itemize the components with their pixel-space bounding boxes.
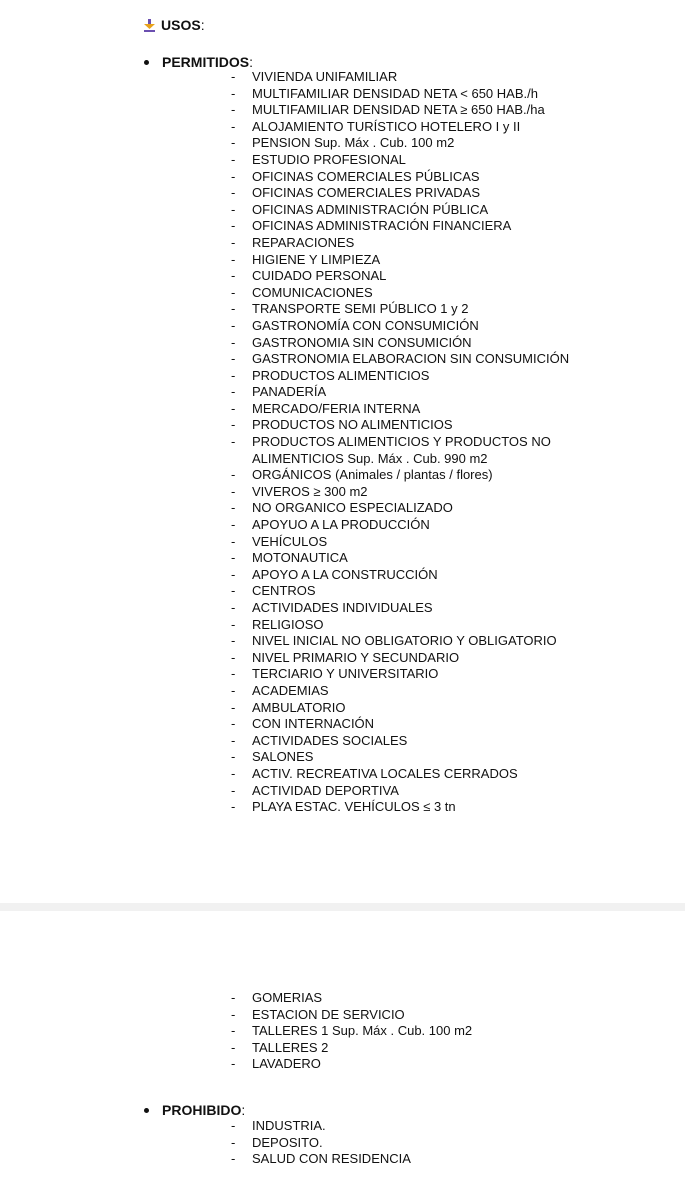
dash-bullet-icon: - <box>231 682 236 698</box>
permitidos-list-page2 <box>231 990 671 1073</box>
dash-bullet-icon: - <box>231 990 236 1005</box>
dash-bullet-icon: - <box>231 649 236 665</box>
prohibido-colon: : <box>241 1102 246 1118</box>
dash-bullet-icon: - <box>231 268 236 284</box>
list-item <box>231 484 671 501</box>
list-item <box>231 1135 671 1152</box>
list-item <box>231 749 671 766</box>
list-item-text: VIVIENDA UNIFAMILIAR <box>252 69 398 84</box>
dash-bullet-icon: - <box>231 765 236 781</box>
list-item <box>231 600 671 617</box>
list-item-text: MOTONAUTICA <box>252 550 348 566</box>
list-item-text: SALONES <box>252 749 314 765</box>
list-item <box>231 86 671 103</box>
list-item <box>231 700 671 717</box>
list-item <box>231 550 671 567</box>
list-item-text: ACTIVIDADES SOCIALES <box>252 732 408 748</box>
list-item <box>231 152 671 169</box>
prohibido-title <box>144 1101 245 1119</box>
list-item <box>231 102 671 119</box>
dash-bullet-icon: - <box>231 1056 236 1072</box>
dash-bullet-icon: - <box>231 533 236 549</box>
list-item <box>231 517 671 534</box>
dash-bullet-icon: - <box>231 434 236 450</box>
dash-bullet-icon: - <box>231 334 236 350</box>
list-item <box>231 733 671 750</box>
list-item-text: OFICINAS COMERCIALES PÚBLICAS <box>252 168 480 184</box>
dash-bullet-icon: - <box>231 168 236 184</box>
dash-bullet-icon: - <box>231 301 236 317</box>
list-item-text: MERCADO/FERIA INTERNA <box>252 400 421 416</box>
list-item <box>231 1040 671 1057</box>
dash-bullet-icon: - <box>231 151 236 167</box>
list-item <box>231 417 671 434</box>
dash-bullet-icon: - <box>231 201 236 217</box>
list-item <box>231 318 671 335</box>
list-item-text: AMBULATORIO <box>252 699 346 715</box>
dash-bullet-icon: - <box>231 284 236 300</box>
dash-bullet-icon: - <box>231 483 236 499</box>
dash-bullet-icon: - <box>231 185 236 201</box>
list-item <box>231 252 671 269</box>
dash-bullet-icon: - <box>231 616 236 632</box>
dash-bullet-icon: - <box>231 251 236 267</box>
dash-bullet-icon: - <box>231 384 236 400</box>
list-item-text: COMUNICACIONES <box>252 284 373 300</box>
list-item <box>231 617 671 634</box>
list-item-text: ESTACION DE SERVICIO <box>252 1006 405 1022</box>
dash-bullet-icon: - <box>231 550 236 566</box>
list-item <box>231 185 671 202</box>
list-item <box>231 534 671 551</box>
usos-label: USOS <box>161 17 201 33</box>
list-item <box>231 169 671 186</box>
list-item <box>231 401 671 418</box>
list-item-text: PLAYA ESTAC. VEHÍCULOS ≤ 3 tn <box>252 799 456 815</box>
dash-bullet-icon: - <box>231 517 236 533</box>
dash-bullet-icon: - <box>231 1151 236 1167</box>
list-item <box>231 633 671 650</box>
list-item <box>231 666 671 683</box>
list-item <box>231 683 671 700</box>
dash-bullet-icon: - <box>231 135 236 151</box>
document-page-2 <box>0 911 685 1200</box>
list-item <box>231 434 671 467</box>
list-item-text: OFICINAS COMERCIALES PRIVADAS <box>252 185 481 201</box>
list-item-text: VIVEROS ≥ 300 m2 <box>252 483 368 499</box>
list-item-text: TALLERES 2 <box>252 1039 329 1055</box>
list-item-text: PENSION Sup. Máx . Cub. 100 m2 <box>252 135 455 151</box>
permitidos-colon: : <box>249 54 254 70</box>
dash-bullet-icon: - <box>231 633 236 649</box>
dash-bullet-icon: - <box>231 566 236 582</box>
list-item <box>231 235 671 252</box>
usos-heading <box>143 16 205 34</box>
list-item-text: VEHÍCULOS <box>252 533 328 549</box>
list-item <box>231 567 671 584</box>
permitidos-label: PERMITIDOS <box>162 54 250 70</box>
list-item <box>231 583 671 600</box>
list-item-text: PRODUCTOS ALIMENTICIOS <box>252 367 430 383</box>
list-item <box>231 766 671 783</box>
list-item <box>231 1151 671 1168</box>
list-item-text: NO ORGANICO ESPECIALIZADO <box>252 500 453 516</box>
prohibido-list <box>231 1118 671 1168</box>
dash-bullet-icon: - <box>231 799 236 815</box>
list-item-text: CON INTERNACIÓN <box>252 716 375 732</box>
dash-bullet-icon: - <box>231 367 236 383</box>
dash-bullet-icon: - <box>231 1023 236 1039</box>
dash-bullet-icon: - <box>231 85 236 101</box>
dash-bullet-icon: - <box>231 417 236 433</box>
list-item-text: REPARACIONES <box>252 234 355 250</box>
dash-bullet-icon: - <box>231 716 236 732</box>
dash-bullet-icon: - <box>231 118 236 134</box>
list-item <box>231 799 671 816</box>
list-item-text: INDUSTRIA. <box>252 1118 326 1133</box>
list-item <box>231 285 671 302</box>
list-item-text: SALUD CON RESIDENCIA <box>252 1151 411 1167</box>
permitidos-list-page1 <box>231 69 671 816</box>
list-item-text: ESTUDIO PROFESIONAL <box>252 151 406 167</box>
list-item-text: MULTIFAMILIAR DENSIDAD NETA ≥ 650 HAB./ha <box>252 102 545 118</box>
dash-bullet-icon: - <box>231 467 236 483</box>
list-item-text: PRODUCTOS NO ALIMENTICIOS <box>252 417 453 433</box>
list-item <box>231 783 671 800</box>
list-item <box>231 301 671 318</box>
bullet-icon <box>144 1108 149 1113</box>
list-item-text: DEPOSITO. <box>252 1134 323 1150</box>
list-item-text: ACTIVIDAD DEPORTIVA <box>252 782 399 798</box>
list-item <box>231 467 671 484</box>
list-item <box>231 218 671 235</box>
list-item-text: MULTIFAMILIAR DENSIDAD NETA < 650 HAB./h <box>252 85 538 101</box>
list-item-text: TALLERES 1 Sup. Máx . Cub. 100 m2 <box>252 1023 473 1039</box>
dash-bullet-icon: - <box>231 749 236 765</box>
list-item-text: CUIDADO PERSONAL <box>252 268 387 284</box>
list-item-text: CENTROS <box>252 583 316 599</box>
list-item <box>231 500 671 517</box>
list-item-text: ACADEMIAS <box>252 682 329 698</box>
list-item <box>231 384 671 401</box>
bullet-icon <box>144 60 149 65</box>
list-item <box>231 351 671 368</box>
list-item-text: NIVEL INICIAL NO OBLIGATORIO Y OBLIGATORIO <box>252 633 557 649</box>
list-item-text: APOYO A LA CONSTRUCCIÓN <box>252 566 438 582</box>
prohibido-label: PROHIBIDO <box>162 1102 242 1118</box>
list-item <box>231 650 671 667</box>
list-item-text: GASTRONOMÍA CON CONSUMICIÓN <box>252 317 479 333</box>
dash-bullet-icon: - <box>231 218 236 234</box>
list-item-text: GASTRONOMIA SIN CONSUMICIÓN <box>252 334 472 350</box>
list-item-text: ACTIV. RECREATIVA LOCALES CERRADOS <box>252 765 518 781</box>
dash-bullet-icon: - <box>231 600 236 615</box>
dash-bullet-icon: - <box>231 782 236 798</box>
list-item-text: TRANSPORTE SEMI PÚBLICO 1 y 2 <box>252 301 469 317</box>
list-item <box>231 335 671 352</box>
list-item-text: ORGÁNICOS (Animales / plantas / flores) <box>252 467 493 483</box>
list-item <box>231 990 671 1007</box>
dash-bullet-icon: - <box>231 583 236 599</box>
dash-bullet-icon: - <box>231 351 236 367</box>
list-item <box>231 69 671 86</box>
list-item-text: HIGIENE Y LIMPIEZA <box>252 251 381 267</box>
list-item-text: LAVADERO <box>252 1056 321 1072</box>
list-item <box>231 1056 671 1073</box>
list-item-text: PRODUCTOS ALIMENTICIOS Y PRODUCTOS NO <box>252 434 551 450</box>
dash-bullet-icon: - <box>231 102 236 118</box>
list-item-text: APOYUO A LA PRODUCCIÓN <box>252 517 430 533</box>
dash-bullet-icon: - <box>231 1039 236 1055</box>
list-item-text: NIVEL PRIMARIO Y SECUNDARIO <box>252 649 460 665</box>
arrow-down-icon <box>143 19 156 32</box>
list-item-text: ALIMENTICIOS Sup. Máx . Cub. 990 m2 <box>252 450 488 466</box>
list-item-text: RELIGIOSO <box>252 616 324 632</box>
list-item <box>231 716 671 733</box>
dash-bullet-icon: - <box>231 1134 236 1150</box>
list-item-text: OFICINAS ADMINISTRACIÓN PÚBLICA <box>252 201 489 217</box>
list-item <box>231 135 671 152</box>
list-item <box>231 1023 671 1040</box>
list-item <box>231 1007 671 1024</box>
list-item-text: OFICINAS ADMINISTRACIÓN FINANCIERA <box>252 218 512 234</box>
list-item-text: TERCIARIO Y UNIVERSITARIO <box>252 666 439 682</box>
list-item <box>231 368 671 385</box>
dash-bullet-icon: - <box>231 666 236 682</box>
list-item <box>231 268 671 285</box>
dash-bullet-icon: - <box>231 1118 236 1133</box>
list-item-text: GASTRONOMIA ELABORACION SIN CONSUMICIÓN <box>252 351 570 367</box>
list-item-text: ALOJAMIENTO TURÍSTICO HOTELERO I y II <box>252 118 521 134</box>
dash-bullet-icon: - <box>231 400 236 416</box>
dash-bullet-icon: - <box>231 699 236 715</box>
dash-bullet-icon: - <box>231 317 236 333</box>
list-item-text: PANADERÍA <box>252 384 327 400</box>
list-item <box>231 119 671 136</box>
usos-colon: : <box>200 17 205 33</box>
list-item <box>231 202 671 219</box>
dash-bullet-icon: - <box>231 732 236 748</box>
list-item-text: GOMERIAS <box>252 990 323 1005</box>
list-item <box>231 1118 671 1135</box>
dash-bullet-icon: - <box>231 1006 236 1022</box>
dash-bullet-icon: - <box>231 234 236 250</box>
list-item-text: ACTIVIDADES INDIVIDUALES <box>252 600 433 615</box>
dash-bullet-icon: - <box>231 500 236 516</box>
dash-bullet-icon: - <box>231 69 236 84</box>
